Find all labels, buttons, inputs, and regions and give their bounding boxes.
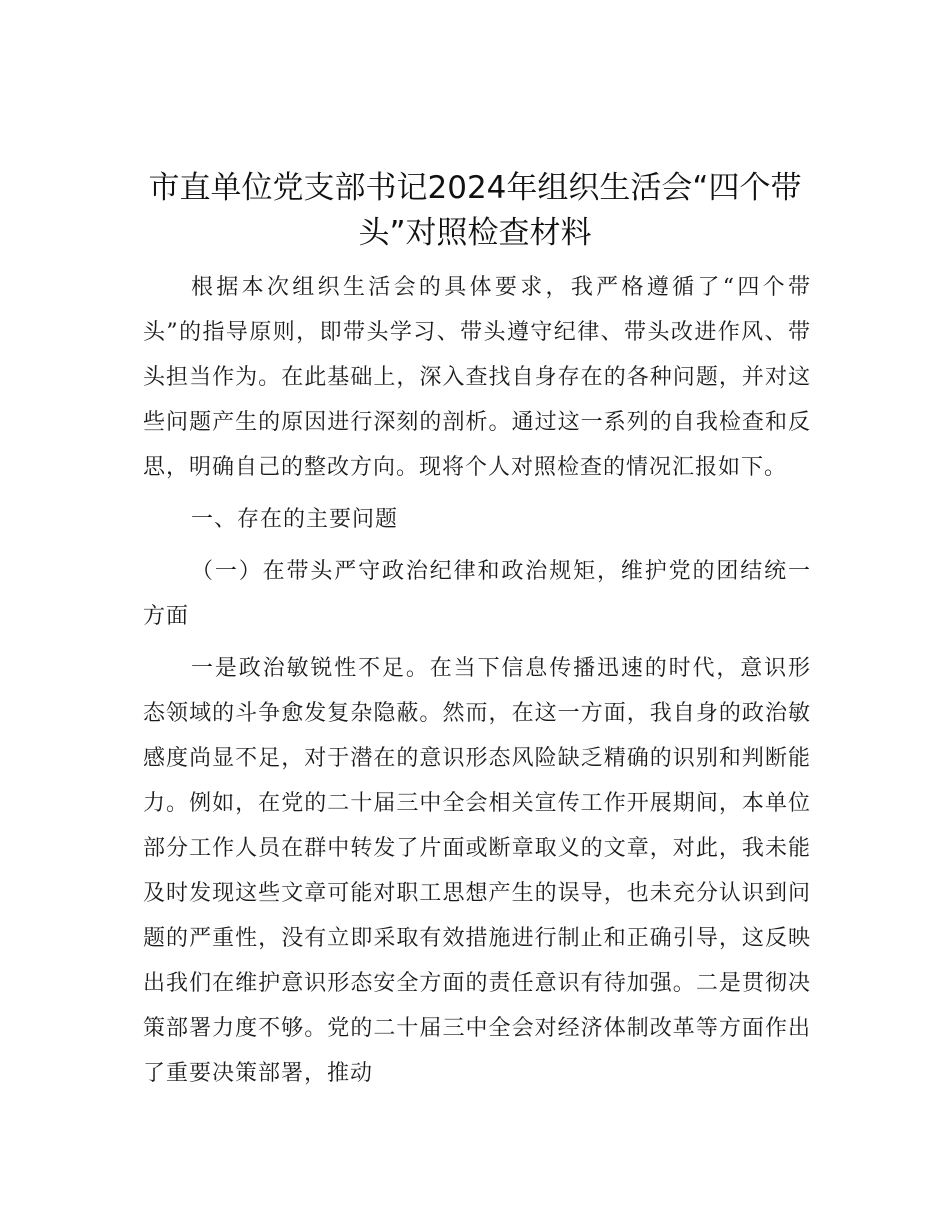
body-paragraph: 一是政治敏锐性不足。在当下信息传播迅速的时代，意识形态领域的斗争愈发复杂隐蔽。然而，在这一方面，我自身的政治敏感度尚显不足，对于潜在的意识形态风险缺乏精确的识别和判断能力。例如，在党的二十届三中全会相关宣传工作开展期间，本单位部分工作人员在群中转发了片面或断章取义的文章，对此，我未能及时发现这些文章可能对职工思想产生的误导，也未充分认识到问题的严重性，没有立即采取有效措施进行制止和正确引导，这反映出我们在维护意识形态安全方面的责任意识有待加强。二是贯彻决策部署力度不够。党的二十届三中全会对经济体制改革等方面作出了重要决策部署，推动 [143, 656, 811, 1086]
subsection-heading: （一）在带头严守政治纪律和政治规矩，维护党的团结统一方面 [143, 559, 811, 629]
intro-paragraph: 根据本次组织生活会的具体要求，我严格遵循了“四个带头”的指导原则，即带头学习、带头遵守纪律、带头改进作风、带头担当作为。在此基础上，深入查找自身存在的各种问题，并对这些问题产生的原因进行深刻的剖析。通过这一系列的自我检查和反思，明确自己的整改方向。现将个人对照检查的情况汇报如下。 [143, 275, 811, 480]
section-heading: 一、存在的主要问题 [191, 507, 399, 532]
document-body [143, 265, 811, 1096]
document-title: 市直单位党支部书记2024年组织生活会“四个带头”对照检查材料 [148, 170, 802, 251]
